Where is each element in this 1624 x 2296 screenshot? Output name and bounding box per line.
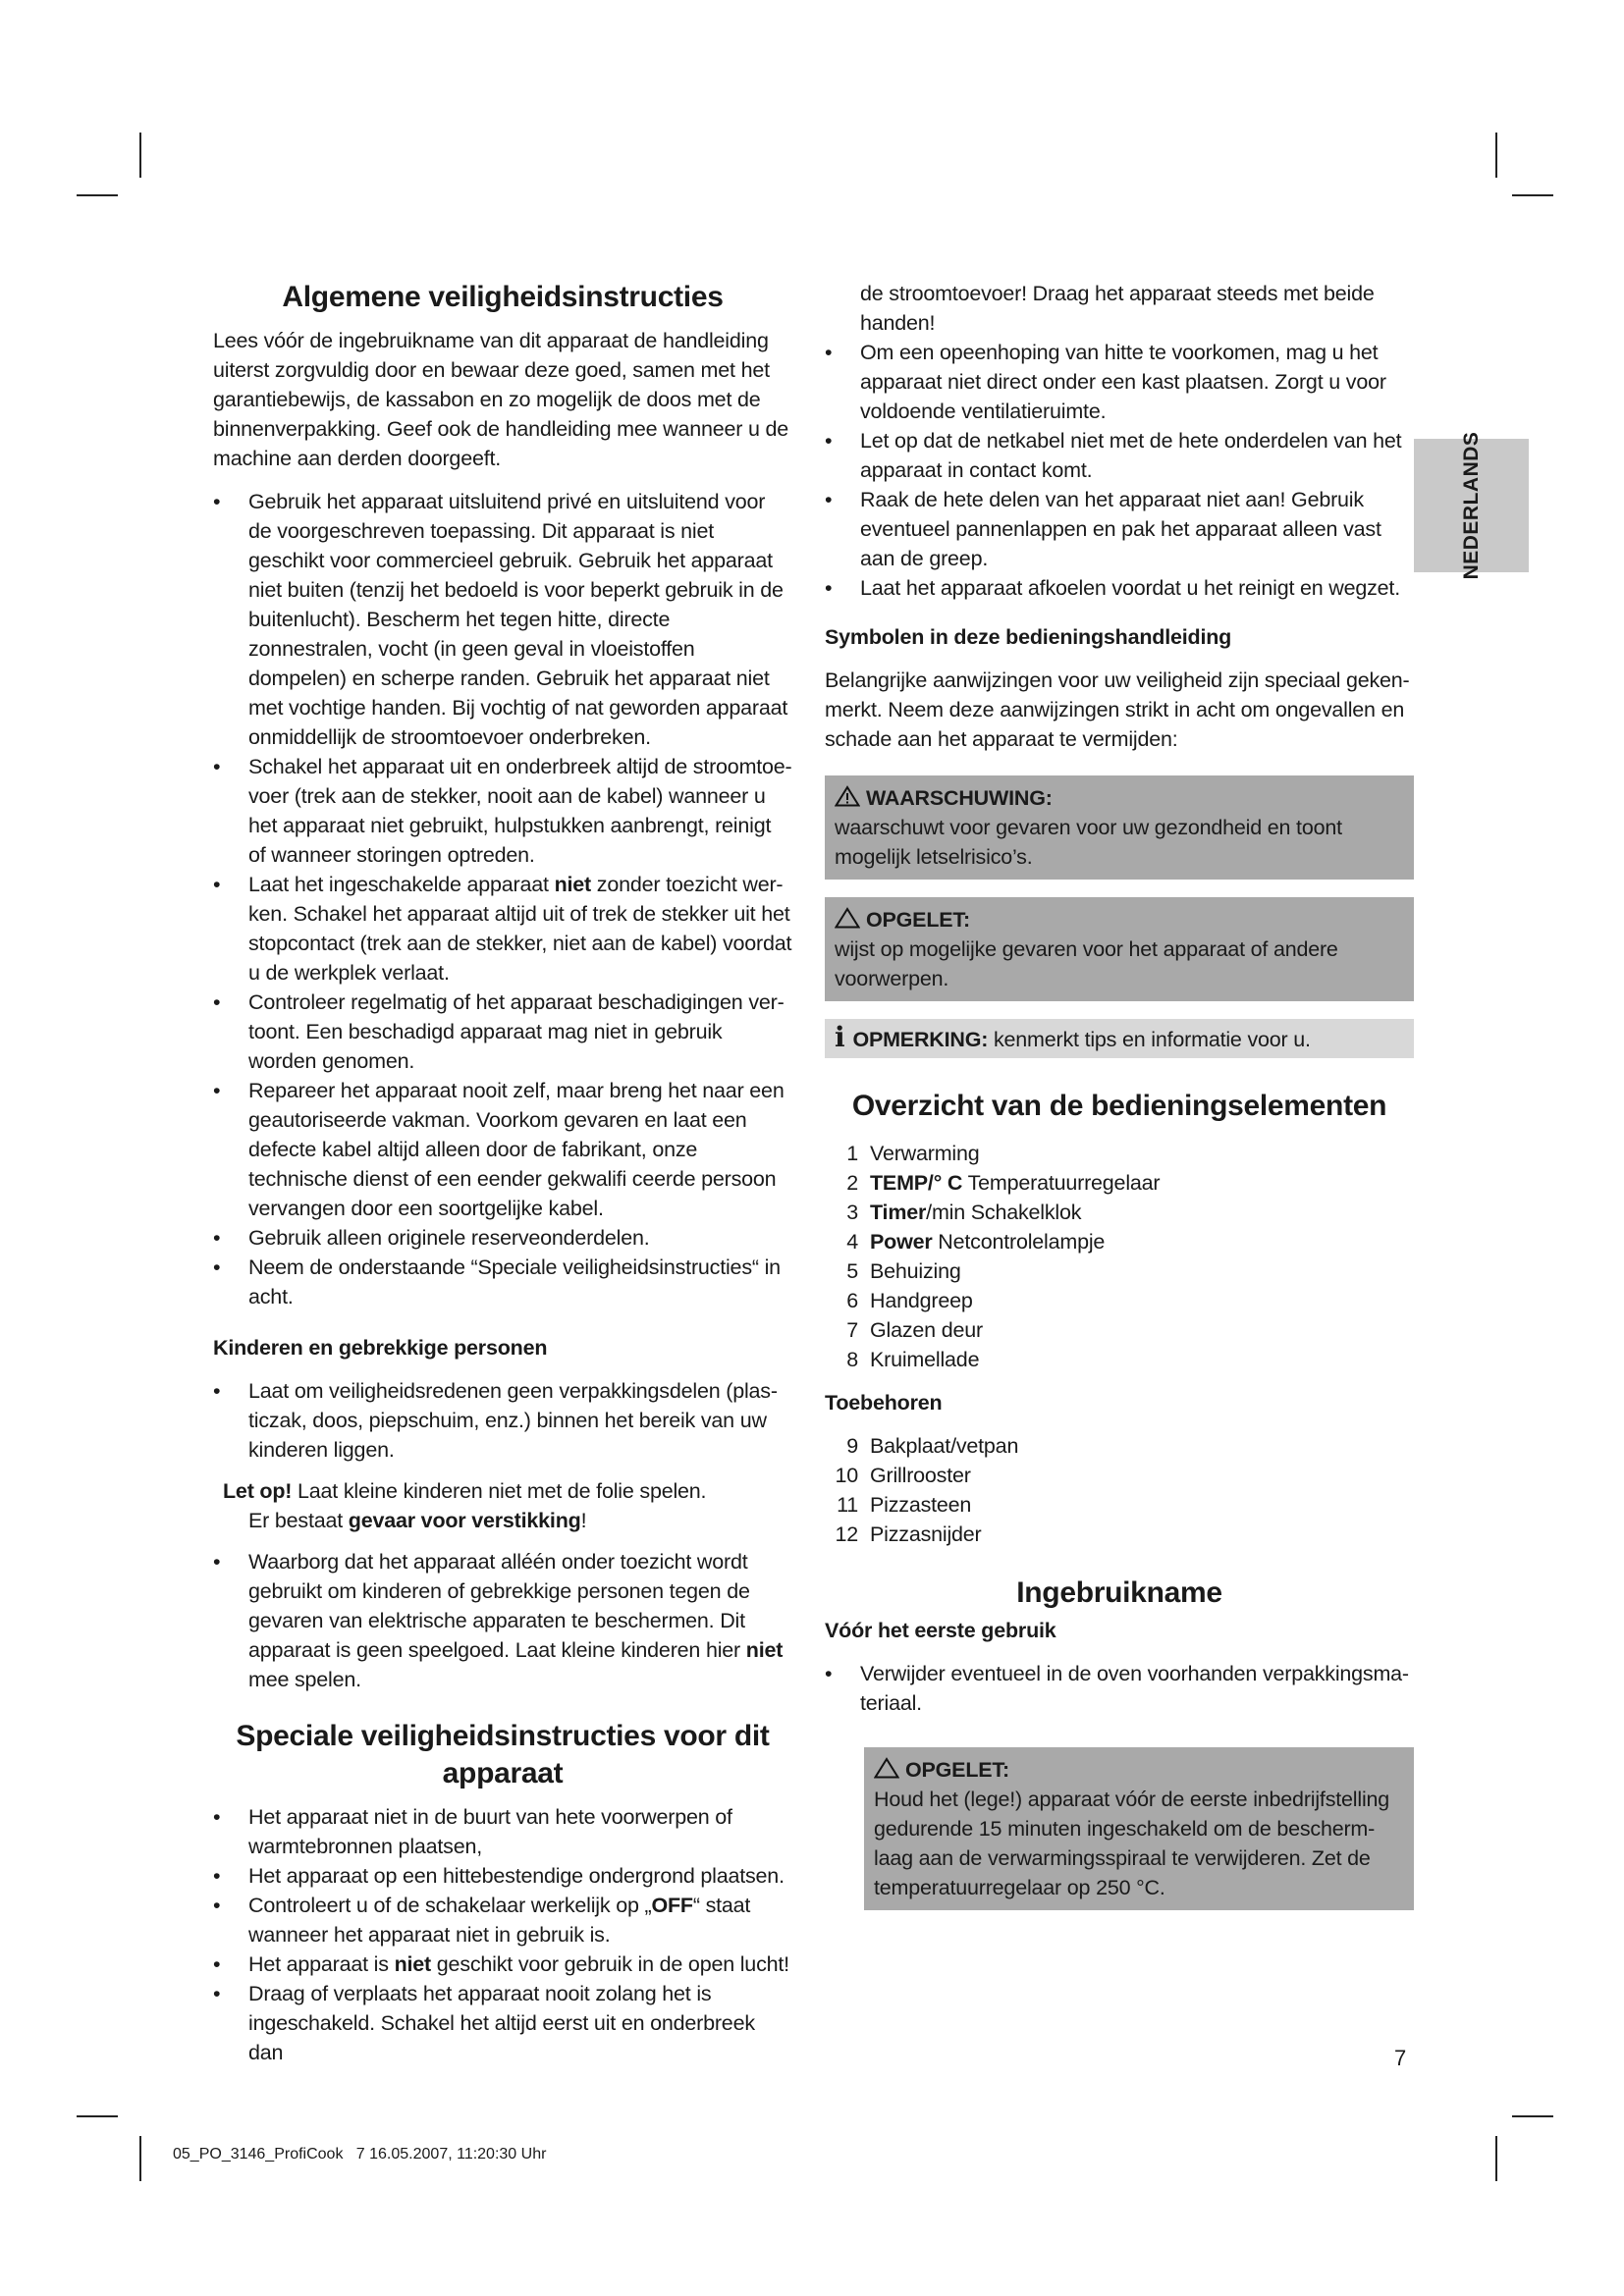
caution-box-2: [864, 1747, 1414, 1910]
list-item: • Verwijder eventueel in de oven voorhanden verpakkingsma-teriaal.: [825, 1659, 1414, 1718]
accessory-item: 9 Bakplaat/vetpan: [846, 1434, 1019, 1458]
list-item: • Laat het ingeschakelde apparaat niet zonder toezicht wer-ken. Schakel het apparaat altijd uit of trek de stekker uit het stopcontact (trek aan de stekker, niet aan de kabel) voordat u de werkplek verlaat.: [213, 870, 792, 988]
heading-symbols: Symbolen in deze bedieningshandleiding: [825, 625, 1232, 649]
crop-mark: [1512, 194, 1553, 196]
list-item: • Om een opeenhoping van hitte te voorkomen, mag u het apparaat niet direct onder een kast plaatsen. Zorgt u voor voldoende ventilatieruimte.: [825, 338, 1414, 426]
list-item: • Het apparaat op een hittebestendige ondergrond plaatsen.: [213, 1861, 792, 1891]
heading-startup: Ingebruikname: [1016, 1576, 1222, 1609]
control-item: 7 Glazen deur: [846, 1318, 983, 1342]
list-item: • Repareer het apparaat nooit zelf, maar breng het naar een geautoriseerde vakman. Voorkom gevaren en laat een defecte kabel altijd alleen door de fabrikant, onze technische dienst of een eender gekwalifi ceerde persoon vervangen door een soortgelijke kabel.: [213, 1076, 792, 1223]
list-item: • Schakel het apparaat uit en onderbreek altijd de stroomtoe-voer (trek aan de stekker, nooit aan de kabel) wanneer u het apparaat niet gebruikt, hulpstukken aanbrengt, reinigt of wanneer storingen optreden.: [213, 752, 792, 870]
accessory-item: 10 Grillrooster: [835, 1464, 971, 1487]
list-item: • Het apparaat niet in de buurt van hete voorwerpen of warmtebronnen plaatsen,: [213, 1802, 792, 1861]
crop-mark: [139, 133, 141, 178]
crop-mark: [1495, 133, 1497, 178]
symbols-paragraph: Belangrijke aanwijzingen voor uw veiligheid zijn speciaal geken-merkt. Neem deze aanwijzingen strikt in acht om ongevallen en schade aan het apparaat te vermijden:: [825, 668, 1410, 751]
list-item: • Raak de hete delen van het apparaat niet aan! Gebruik eventueel pannenlappen en pak het apparaat alleen vast aan de greep.: [825, 485, 1414, 573]
control-item: 3 Timer/min Schakelklok: [846, 1201, 1082, 1224]
warning-triangle-icon: [835, 785, 860, 807]
list-item: • Het apparaat is niet geschikt voor gebruik in de open lucht!: [213, 1949, 792, 1979]
right-column: [825, 279, 1414, 1910]
caution-title: OPGELET:: [905, 1758, 1009, 1782]
list-item: • Gebruik het apparaat uitsluitend privé en uitsluitend voor de voorgeschreven toepassing. Dit apparaat is niet geschikt voor commercieel gebruik. Gebruik het apparaat niet buiten (tenzij het bedoeld is voor beperkt gebruik in de buitenlucht). Bescherm het tegen hitte, directe zonnestralen, vocht (in geen geval in vloeistoffen dompelen) en scherpe randen. Gebruik het apparaat niet met vochtige handen. Bij vochtig of nat geworden apparaat onmiddellijk de stroomtoevoer onderbreken.: [213, 487, 792, 752]
heading-children: Kinderen en gebrekkige personen: [213, 1336, 548, 1360]
crop-mark: [139, 2136, 141, 2181]
startup-list: [825, 1659, 1414, 1718]
list-item: • Waarborg dat het apparaat alléén onder toezicht wordt gebruikt om kinderen of gebrekkige personen tegen de gevaren van elektrische apparaten te beschermen. Dit apparaat is geen speelgoed. Laat kleine kinderen hier niet mee spelen.: [213, 1547, 792, 1694]
control-item: 1 Verwarming: [846, 1142, 980, 1165]
list-item: • Gebruik alleen originele reserveonderdelen.: [213, 1223, 792, 1253]
intro-paragraph: Lees vóór de ingebruikname van dit apparaat de handleiding uiterst zorgvuldig door en bewaar deze goed, samen met het garantiebewijs, de kassabon en zo mogelijk de doos met de binnenverpakking. Geef ook de handleiding mee wanneer u de machine aan derden doorgeeft.: [213, 329, 789, 470]
accessory-item: 12 Pizzasnijder: [835, 1522, 982, 1546]
crop-mark: [1495, 2136, 1497, 2181]
heading-overview: Overzicht van de bedieningselementen: [851, 1090, 1387, 1122]
caution-text: wijst op mogelijke gevaren voor het apparaat of andere voorwerpen.: [835, 937, 1338, 990]
crop-mark: [77, 194, 118, 196]
note-title: OPMERKING:: [852, 1028, 989, 1051]
heading-before-first-use: Vóór het eerste gebruik: [825, 1619, 1056, 1642]
special-safety-list-cont: [825, 338, 1414, 603]
list-item: • Draag of verplaats het apparaat nooit zolang het is ingeschakeld. Schakel het altijd eerst uit en onderbreek dan: [213, 1979, 792, 2067]
children-list: [213, 1376, 792, 1465]
left-column: [213, 279, 792, 2067]
heading-special-safety: Speciale veiligheidsinstructies voor dit apparaat: [236, 1720, 770, 1789]
let-op-note: Let op! Laat kleine kinderen niet met de folie spelen. Er bestaat gevaar voor verstikking!: [223, 1479, 707, 1532]
special-safety-list: [213, 1802, 792, 2067]
continued-text: de stroomtoevoer! Draag het apparaat steeds met beide handen!: [860, 282, 1375, 335]
controls-list: [825, 1139, 1414, 1374]
language-tab-label: NEDERLANDS: [1459, 431, 1483, 580]
note-box: [825, 1019, 1414, 1058]
list-item: • Neem de onderstaande “Speciale veiligheidsinstructies“ in acht.: [213, 1253, 792, 1311]
general-safety-list: [213, 487, 792, 1311]
accessories-list: [825, 1431, 1414, 1549]
list-item: • Controleert u of de schakelaar werkelijk op „OFF“ staat wanneer het apparaat niet in gebruik is.: [213, 1891, 792, 1949]
heading-accessories: Toebehoren: [825, 1391, 943, 1415]
print-footer: 05_PO_3146_ProfiCook 7 16.05.2007, 11:20:30 Uhr: [173, 2146, 547, 2163]
children-list-2: [213, 1547, 792, 1694]
info-icon: i: [835, 1021, 845, 1053]
caution-box: [825, 897, 1414, 1001]
control-item: 4 Power Netcontrolelampje: [846, 1230, 1106, 1254]
warning-title: WAARSCHUWING:: [866, 786, 1053, 810]
list-item: • Laat het apparaat afkoelen voordat u het reinigt en wegzet.: [825, 573, 1414, 603]
control-item: 8 Kruimellade: [846, 1348, 980, 1371]
language-tab: [1414, 431, 1529, 580]
control-item: 6 Handgreep: [846, 1289, 973, 1312]
crop-mark: [1512, 2115, 1553, 2117]
caution-text: Houd het (lege!) apparaat vóór de eerste inbedrijfstelling gedurende 15 minuten ingeschakeld om de bescherm-laag aan de verwarmingsspiraal te verwijderen. Zet de temperatuurregelaar op 250 °C.: [874, 1788, 1390, 1899]
caution-triangle-icon: [874, 1757, 899, 1779]
list-item: • Let op dat de netkabel niet met de hete onderdelen van het apparaat in contact komt.: [825, 426, 1414, 485]
warning-box: [825, 775, 1414, 880]
page-number: 7: [1394, 2046, 1407, 2070]
control-item: 5 Behuizing: [846, 1259, 961, 1283]
list-item: • Laat om veiligheidsredenen geen verpakkingsdelen (plas-ticzak, doos, piepschuim, enz.) binnen het bereik van uw kinderen liggen.: [213, 1376, 792, 1465]
control-item: 2 TEMP/° C Temperatuurregelaar: [846, 1171, 1161, 1195]
caution-title: OPGELET:: [866, 908, 970, 932]
accessory-item: 11 Pizzasteen: [837, 1493, 972, 1517]
note-text: kenmerkt tips en informatie voor u.: [988, 1028, 1311, 1051]
crop-mark: [77, 2115, 118, 2117]
caution-triangle-icon: [835, 907, 860, 929]
heading-general-safety: Algemene veiligheidsinstructies: [282, 281, 724, 313]
warning-text: waarschuwt voor gevaren voor uw gezondheid en toont mogelijk letselrisico’s.: [835, 816, 1342, 869]
list-item: • Controleer regelmatig of het apparaat beschadigingen ver-toont. Een beschadigd apparaat mag niet in gebruik worden genomen.: [213, 988, 792, 1076]
